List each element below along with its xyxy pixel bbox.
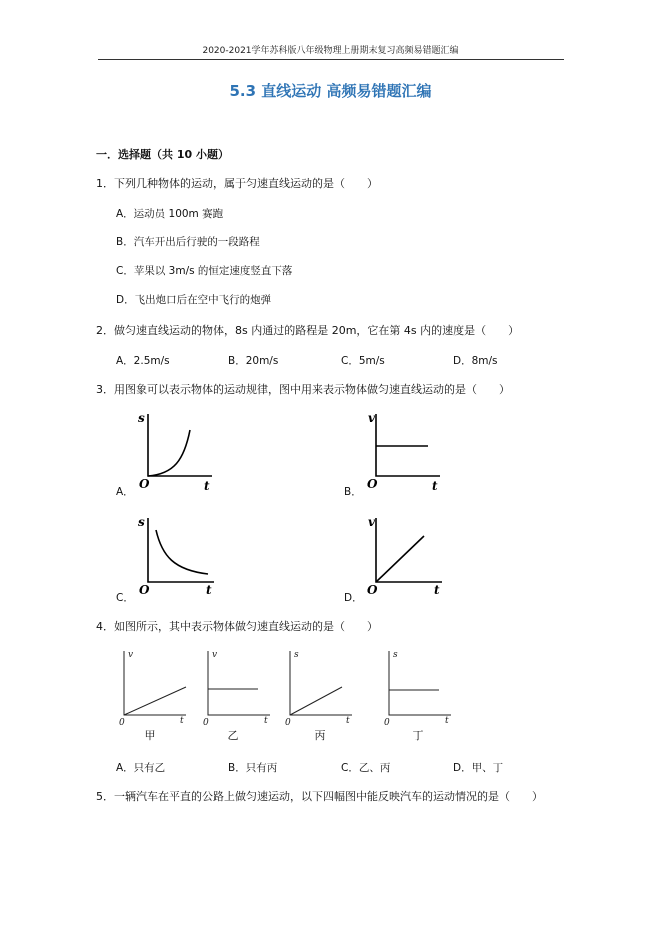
question-2-option-c: C．5m/s [341,355,385,367]
q4-graph-bing [282,647,358,728]
q4-graph-ding [381,647,457,728]
y-axis-label: v [212,650,218,660]
graph-axes [148,414,212,476]
question-4-option-d: D．甲、丁 [453,762,504,774]
question-1-option-d: D．飞出炮口后在空中飞行的炮弹 [116,294,272,306]
page-title: 5.3 直线运动 高频易错题汇编 [229,82,432,100]
question-2-option-a: A．2.5m/s [116,355,170,367]
q4-graph-jia [116,647,192,728]
y-axis-label: s [393,650,398,660]
y-axis-label: s [138,515,145,529]
q4-graph-yi [200,647,276,728]
graph-axes [124,651,186,715]
section-heading: 一．选择题（共 10 小题） [96,148,229,161]
origin-label: O [139,477,150,491]
x-axis-label: t [180,716,184,726]
q3-graph-c [134,512,220,597]
x-axis-label: t [204,479,210,493]
y-axis-label: v [368,411,375,425]
graph-curve [376,536,424,582]
origin-label: 0 [203,718,209,728]
question-4-option-c: C．乙、丙 [341,762,391,774]
question-1-option-a: A．运动员 100m 赛跑 [116,208,224,220]
question-3-option-c: C． [116,592,134,604]
x-axis-label: t [432,479,438,493]
question-4-stem: 4．如图所示，其中表示物体做匀速直线运动的是（ ） [96,620,378,633]
origin-label: 0 [119,718,125,728]
question-1-option-b: B．汽车开出后行驶的一段路程 [116,236,260,248]
origin-label: 0 [285,718,291,728]
question-3-stem: 3．用图象可以表示物体的运动规律，图中用来表示物体做匀速直线运动的是（ ） [96,383,510,396]
question-3-option-d: D． [344,592,363,604]
question-4-option-a: A．只有乙 [116,762,166,774]
y-axis-label: s [138,411,145,425]
graph-axes [148,518,214,582]
question-4-option-b: B．只有丙 [228,762,278,774]
x-axis-label: t [434,583,440,597]
origin-label: O [367,583,378,597]
q4-caption-ding: 丁 [412,729,424,742]
origin-label: O [139,583,150,597]
q3-graph-d [366,512,452,597]
y-axis-label: v [128,650,134,660]
origin-label: O [367,477,378,491]
question-2-option-b: B．20m/s [228,355,279,367]
question-3-option-a: A． [116,486,134,498]
y-axis-label: s [294,650,299,660]
origin-label: 0 [384,718,390,728]
x-axis-label: t [206,583,212,597]
x-axis-label: t [264,716,268,726]
graph-axes [290,651,352,715]
graph-curve [156,530,208,574]
x-axis-label: t [445,716,449,726]
q4-caption-bing: 丙 [314,729,326,742]
question-5-stem: 5．一辆汽车在平直的公路上做匀速运动，以下四幅图中能反映汽车的运动情况的是（ ） [96,790,543,803]
question-2-option-d: D．8m/s [453,355,498,367]
x-axis-label: t [346,716,350,726]
page-header: 2020-2021学年苏科版八年级物理上册期末复习高频易错题汇编 [202,46,459,56]
graph-curve [148,430,190,476]
q4-caption-jia: 甲 [144,729,156,742]
y-axis-label: v [368,515,375,529]
question-3-option-b: B． [344,486,362,498]
graph-curve [290,687,342,715]
q4-caption-yi: 乙 [227,729,239,742]
question-2-stem: 2．做匀速直线运动的物体，8s 内通过的路程是 20m，它在第 4s 内的速度是（ ） [96,324,520,337]
graph-curve [124,687,186,715]
graph-axes [208,651,270,715]
q3-graph-b [366,410,452,493]
question-1-option-c: C．苹果以 3m/s 的恒定速度竖直下落 [116,265,293,277]
graph-axes [389,651,451,715]
header-rule [98,59,564,60]
q3-graph-a [134,410,220,493]
graph-axes [376,414,440,476]
question-1-stem: 1．下列几种物体的运动，属于匀速直线运动的是（ ） [96,177,378,190]
